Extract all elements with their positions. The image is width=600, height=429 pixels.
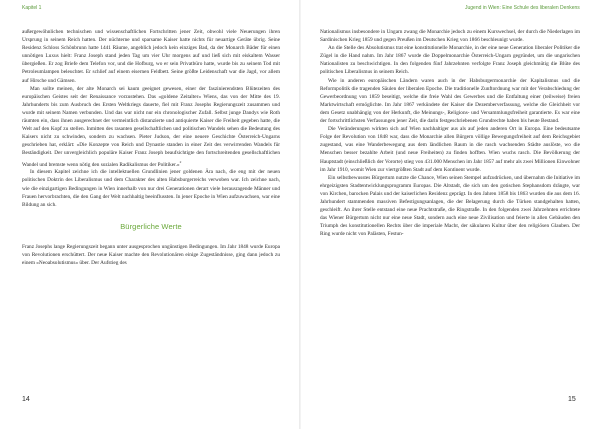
running-head-left: Kapitel 1 bbox=[22, 5, 42, 11]
page-number-left: 14 bbox=[22, 396, 30, 403]
paragraph bbox=[22, 85, 280, 169]
footnote-mark: 2 bbox=[179, 159, 182, 164]
section-heading: Bürgerliche Werte bbox=[120, 221, 182, 231]
paragraph: Nationalismus insbesondere in Ungarn zwang die Monarchie jedoch zu einem Kurswechsel, der durch die Niederlagen im Sardinischen Krieg 1859 und gegen Preußen im Deutschen Krieg von 1866 beschleunigt wurde. bbox=[320, 29, 580, 44]
paragraph: Die Veränderungen wirkten sich auf Wien nachhaltiger aus als auf jeden anderen Ort in Europa. Eine bedeutsame Folge der Revolution von 1848 war, dass die Monarchie allen Bürgern völlige Bewegungsfreiheit auf dem Reichsgebiet zugestand, was eine Wanderbewegung aus dem ländlichen Raum in die rasch wachsenden Städte auslöste, wo die Menschen besser bezahlte Arbeit (und neue Freiheiten) zu finden hofften. Wien wuchs rasch. Die Bevölkerung der Hauptstadt (einschließlich der Vororte) stieg von 431.000 Menschen im Jahr 1857 auf mehr als zwei Millionen Einwohner im Jahr 1910, womit Wien zur viertgrößten Stadt auf dem Kontinent wurde. bbox=[320, 126, 580, 173]
running-head-right: Jugend in Wien: Eine Schule des liberalen Denkens bbox=[465, 5, 580, 11]
paragraph: Franz Josephs lange Regierungszeit begann unter ausgesprochen ungünstigen Bedingungen. Im Jahr 1848 wurde Europa von Revolutionen erschüttert. Der neue Kaiser machte den Revolutionären einige Zugeständnisse, ging dann jedoch zu einem »Neoabsolutismus« über. Der Aufstieg des bbox=[22, 243, 280, 267]
paragraph: Ein selbstbewusstes Bürgertum nutzte die Chance, Wien seinen Stempel aufzudrücken, und übernahm die Initiative im ehrgeizigsten Stadtentwicklungsprogramm Europas. Die Altstadt, die sich um den gotischen Stephansdom drängte, war von Kirchen, barocken Palais und der kaiserlichen Residenz geprägt. In den Jahren 1858 bis 1863 wurden die aus dem 16. Jahrhundert stammenden massiven Befestigungsanlagen, die der Belagerung durch die Türken standgehalten hatten, geschleift. An ihrer Stelle entstand eine neue Prachtstraße, die Ringstraße. In den folgenden zwei Jahrzehnten errichtete das Wiener Bürgertum nicht nur eine neue Stadt, sondern auch eine neue Zivilisation und feierte in allen Gebäuden den Triumph des konstitutionellen Rechts über die imperiale Macht, der säkularen Kultur über den religiösen Glauben. Der Ring wurde nicht von Palästen, Festun- bbox=[320, 174, 580, 238]
right-page bbox=[300, 0, 600, 429]
page-number-right: 15 bbox=[568, 396, 576, 403]
paragraph: außergewöhnlichen technischen und wissenschaftlichen Fortschritten jener Zeit, obwohl viele Neuerungen ihren Ursprung in seinem Reich hatten. Der nüchterne und sparsame Kaiser hatte nichts für neuartige Geräte übrig. Seine Residenz Schloss Schönbrunn hatte 1441 Räume, angeblich jedoch kein einziges Bad, da der Monarch Bäder für einen unnötigen Luxus hielt: Franz Joseph stand jeden Tag um vier Uhr morgens auf und ließ sich mit eiskaltem Wasser übergießen. Er zog Briefe dem Telefon vor, und die Hofburg, wo er sein Privatbüro hatte, wurde bis zu seinem Tod mit Petroleumlampen beleuchtet. Er schlief auf einem eisernen Feldbett. Seine größte Leidenschaft war die Jagd, vor allem auf Hirsche und Gämsen. bbox=[22, 29, 280, 84]
right-body-text bbox=[320, 28, 580, 238]
paragraph-text: Man sollte meinen, der alte Monarch sei kaum geeignet gewesen, einer der faszinierendsten Blütezeiten des europäischen Geistes seit der Renaissance vorzustehen. Das »goldene Zeitalter« Wiens, das von der Mitte des 19. Jahrhunderts bis zum Ausbruch des Ersten Weltkriegs dauerte, fiel mit Franz Josephs Regierungszeit zusammen und wurde mit seinem Namen verbunden. Und das war nicht nur ein chronologischer Zufall. Selbst junge Dandys wie Roth räumten ein, dass ihnen ausgerechnet der vermeintlich distanzierte und antiquierte Kaiser die Freiheit gegeben hatte, die Welt auf den Kopf zu stellen. Inmitten des rasanten gesellschaftlichen und politischen Wandels sehen die Bedeutung des Kaisers nicht zu schwinden, sondern zu wachsen. Pieter Judson, der eine neuere Geschichte Österreich-Ungarns geschrieben hat, erklärt: »Die Konzepte von Reich und Dynastie standen in einer Zeit des verwirrenden Wandels für Beständigkeit. Der unvergleichlich populäre Kaiser Franz Joseph beaufsichtigte den fortschreitenden gesellschaftlichen Wandel und bremste wenn nötig den sozialen Radikalismus der Politiker.« bbox=[22, 85, 280, 168]
left-body-text bbox=[22, 28, 280, 267]
paragraph: In diesem Kapitel zeichne ich die intellektuellen Grundlinien jener goldenen Ära nach, die eng mit der neuen politischen Doktrin des Liberalismus und dem Charakter des alten Habsburgerreichs verwoben war. Ich zeichne nach, wie die einzigartigen Bedingungen in Wien innerhalb von nur drei Generationen derart viele herausragende Männer und Frauen hervorbrachten, die den Gang der Welt nachhaltig beeinflussten. In jener Epoche in Wien aufzuwachsen, war eine Bildung an sich. bbox=[22, 169, 280, 208]
paragraph: An die Stelle des Absolutismus trat eine konstitutionelle Monarchie, in der eine neue Generation liberaler Politiker die Zügel in die Hand nahm. Im Jahr 1867 wurde die Doppelmonarchie Österreich-Ungarn gegründet, um die ungarischen Nationalisten zu beschwichtigen. In den folgenden fünf Jahrzehnten verfolgte Franz Joseph gleichmütig die Blüte des politischen Liberalismus in seinem Reich. bbox=[320, 45, 580, 76]
paragraph: Wie in anderen europäischen Ländern waren auch in der Habsburgermonarchie der Kapitalismus und die Reformpolitik die tragenden Säulen der liberalen Epoche. Die traditionelle Zunftordnung war mit der Verabschiedung der Gewerbeordnung von 1859 beseitigt, welche die freie Wahl des Gewerbes und die Entfaltung einer (teilweise) freien Marktwirtschaft ermöglichte. Im Jahr 1867 verkündete der Kaiser die Dezemberverfassung, welche die Gleichheit vor dem Gesetz unabhängig von der Herkunft, die Meinungs-, Religions- und Versammlungsfreiheit garantierte. Es war eine der fortschrittlichsten Verfassungen jener Zeit, die darin festgeschriebenen Grundrechte haben bis heute Bestand. bbox=[320, 77, 580, 125]
